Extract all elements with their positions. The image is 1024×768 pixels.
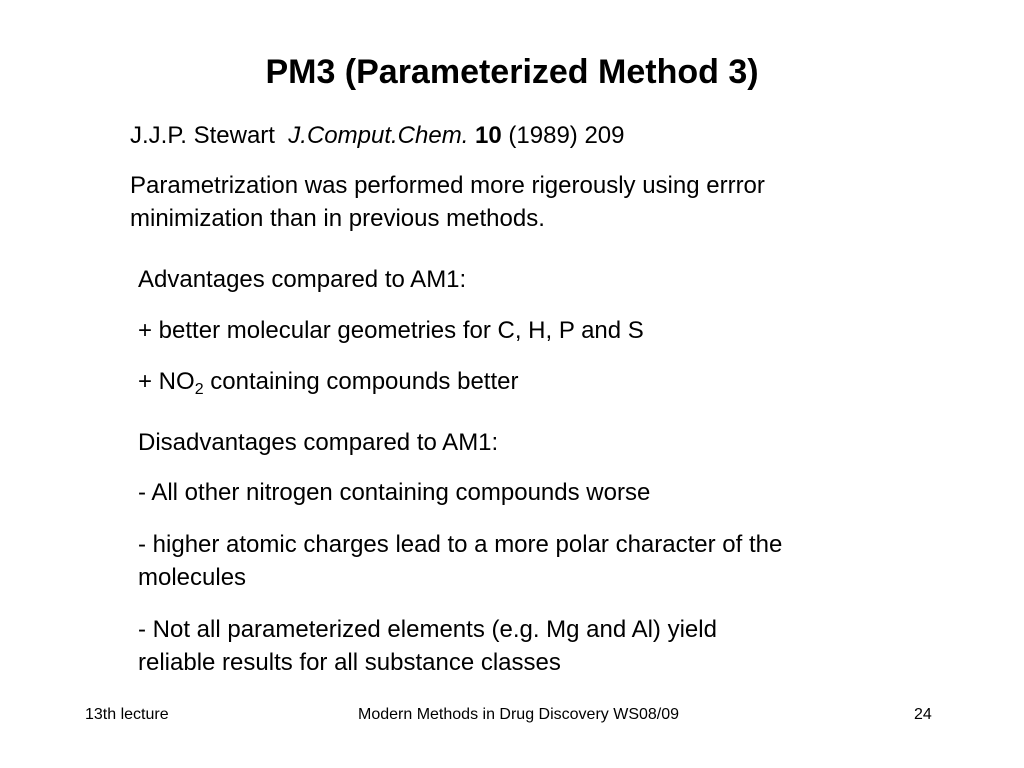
reference-journal: J.Comput.Chem. bbox=[288, 122, 469, 149]
disadvantage-item-charges-line-1: - higher atomic charges lead to a more polar character of the bbox=[138, 531, 783, 558]
disadvantage-item-elements-line-1: - Not all parameterized elements (e.g. Mg and Al) yield bbox=[138, 616, 717, 643]
reference-author: J.J.P. Stewart bbox=[130, 122, 275, 149]
advantage-item-no2-suffix: containing compounds better bbox=[203, 368, 519, 395]
no2-subscript: 2 bbox=[194, 381, 204, 398]
footer-course: Modern Methods in Drug Discovery WS08/09 bbox=[358, 706, 680, 723]
advantage-item-no2 bbox=[138, 366, 518, 398]
reference-line bbox=[130, 120, 625, 152]
disadvantage-item-nitrogen: - All other nitrogen containing compounds worse bbox=[138, 479, 651, 506]
disadvantages-heading: Disadvantages compared to AM1: bbox=[138, 429, 499, 456]
disadvantage-item-charges-line-2: molecules bbox=[138, 564, 247, 591]
advantage-item-no2-prefix: + NO bbox=[138, 368, 195, 395]
advantages-heading: Advantages compared to AM1: bbox=[138, 266, 467, 293]
slide-title: PM3 (Parameterized Method 3) bbox=[265, 53, 759, 91]
reference-volume: 10 bbox=[475, 122, 502, 149]
disadvantage-item-elements-line-2: reliable results for all substance classes bbox=[138, 649, 561, 676]
parametrization-line-2: minimization than in previous methods. bbox=[130, 205, 545, 232]
footer-lecture: 13th lecture bbox=[85, 706, 169, 723]
reference-details: (1989) 209 bbox=[508, 122, 625, 149]
advantage-item-geometries: + better molecular geometries for C, H, P and S bbox=[138, 317, 644, 344]
footer-page-number: 24 bbox=[914, 706, 932, 723]
parametrization-line-1: Parametrization was performed more rigerously using errror bbox=[130, 172, 765, 199]
